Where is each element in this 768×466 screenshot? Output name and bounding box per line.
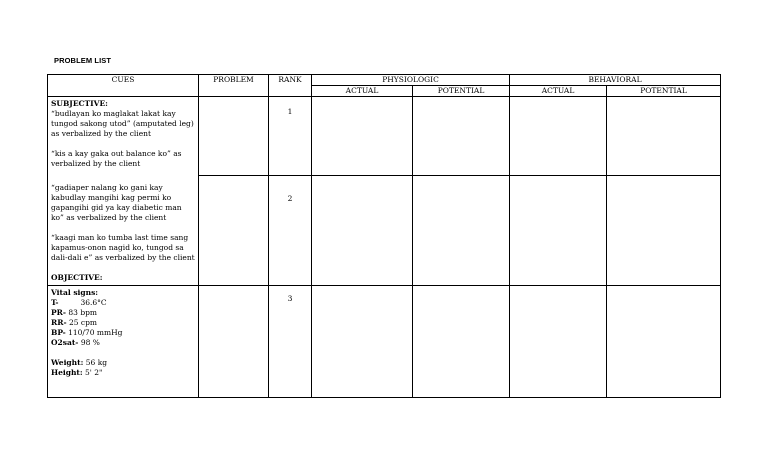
physio-actual-cell-2	[312, 175, 413, 285]
behav-actual-cell-1	[510, 97, 607, 176]
physio-actual-cell-3	[312, 286, 413, 398]
behav-actual-cell-3	[510, 286, 607, 398]
rank-2: 2	[287, 193, 293, 203]
o2sat-label: O2sat-	[51, 338, 79, 347]
cues-subjective-cell	[48, 97, 199, 286]
pr-label: PR-	[51, 308, 66, 317]
physio-potential-cell-1	[413, 97, 510, 176]
problem-list-table	[47, 74, 721, 398]
rank-3: 3	[287, 294, 293, 303]
header-behavioral: BEHAVIORAL	[510, 75, 721, 86]
rank-cell-2	[269, 175, 312, 285]
temp-value: 36.6°C	[80, 298, 107, 307]
problem-cell-3	[199, 286, 269, 398]
header-physiologic-actual: ACTUAL	[312, 86, 413, 97]
header-physiologic-potential: POTENTIAL	[413, 86, 510, 97]
cues-objective-cell	[48, 286, 199, 398]
rr-value: 25 cpm	[68, 318, 98, 327]
height-value: 5' 2"	[85, 368, 103, 377]
cue-quote-4: “kaagi man ko tumba last time sang kapamus-onon nagid ko, tungod sa dali-dali e” as verbalized by the client	[51, 233, 195, 262]
subjective-label: SUBJECTIVE:	[51, 99, 108, 108]
behav-potential-cell-3	[607, 286, 721, 398]
problem-cell-2	[199, 175, 269, 285]
physio-potential-cell-2	[413, 175, 510, 285]
physio-potential-cell-3	[413, 286, 510, 398]
o2sat-value: 98 %	[80, 338, 100, 347]
header-cues: CUES	[48, 75, 199, 97]
rank-cell-3	[269, 286, 312, 398]
header-behavioral-actual: ACTUAL	[510, 86, 607, 97]
rank-cell-1	[269, 97, 312, 176]
rr-label: RR-	[51, 318, 67, 327]
vital-signs-label: Vital signs:	[51, 288, 99, 297]
header-problem: PROBLEM	[199, 75, 269, 97]
physio-actual-cell-1	[312, 97, 413, 176]
objective-label: OBJECTIVE:	[51, 273, 103, 282]
page-title: PROBLEM LIST	[54, 56, 112, 65]
cue-quote-1: “budlayan ko maglakat lakat kay tungod sakong utod” (amputated leg) as verbalized by the client	[51, 109, 194, 138]
problem-cell-1	[199, 97, 269, 176]
behav-actual-cell-2	[510, 175, 607, 285]
cue-quote-2: “kis a kay gaka out balance ko” as verbalized by the client	[51, 149, 182, 168]
cue-quote-3: “gadiaper nalang ko gani kay kabudlay mangihi kag permi ko gapangihi gid ya kay diabetic man ko” as verbalized by the client	[51, 183, 182, 222]
weight-value: 56 kg	[85, 358, 108, 367]
rank-1: 1	[287, 107, 293, 116]
weight-label: Weight:	[51, 358, 84, 367]
header-rank: RANK	[269, 75, 312, 97]
bp-value: 110/70 mmHg	[68, 328, 123, 337]
behav-potential-cell-1	[607, 97, 721, 176]
header-behavioral-potential: POTENTIAL	[607, 86, 721, 97]
temp-label: T-	[51, 298, 59, 307]
bp-label: BP-	[51, 328, 66, 337]
behav-potential-cell-2	[607, 175, 721, 285]
height-label: Height:	[51, 368, 83, 377]
header-physiologic: PHYSIOLOGIC	[312, 75, 510, 86]
pr-value: 83 bpm	[68, 308, 98, 317]
